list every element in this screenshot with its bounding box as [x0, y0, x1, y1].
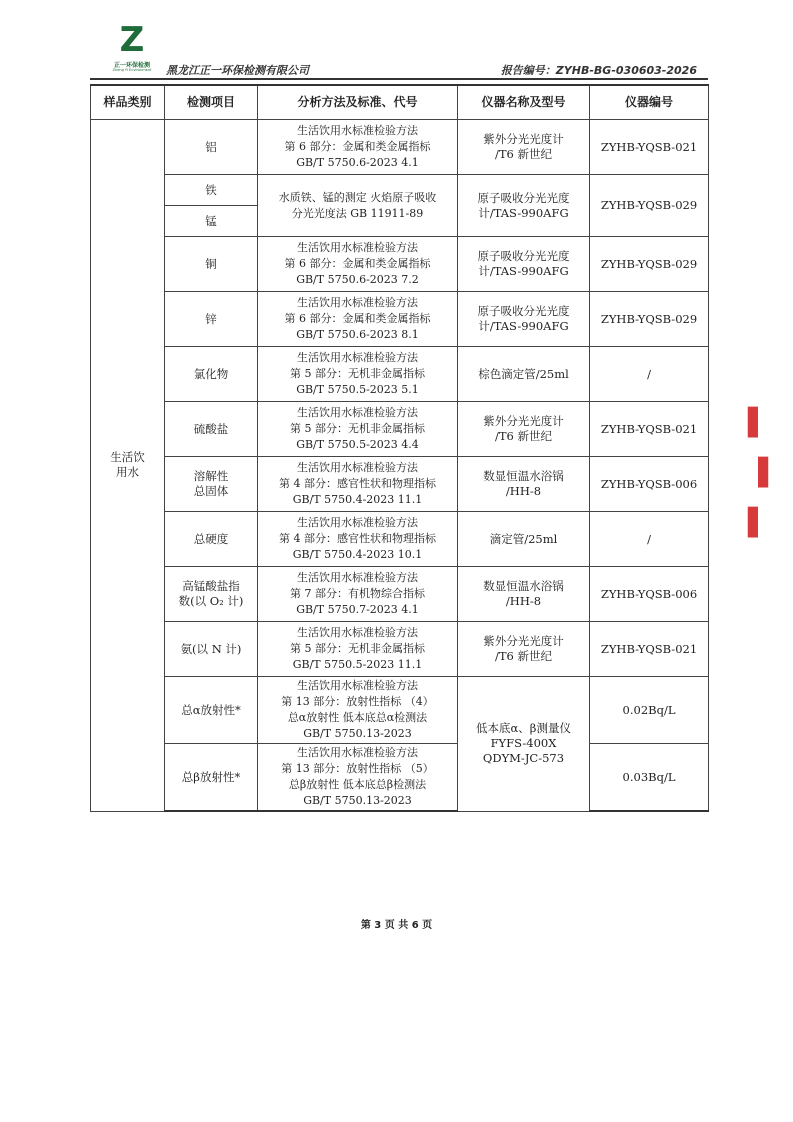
instrument-code: /: [590, 347, 709, 402]
method-line: 第 13 部分：放射性指标 （4）: [281, 695, 434, 708]
sample-category: 生活饮用水: [110, 450, 145, 480]
method-line: 生活饮用水标准检验方法: [297, 461, 418, 474]
test-item-line: 数(以 O₂ 计): [178, 594, 244, 608]
instrument-line: 低本底α、β测量仪: [476, 721, 571, 736]
instrument-cell: [458, 175, 590, 237]
method-line: 总α放射性 低本底总α检测法: [287, 711, 428, 724]
header-instrument-code: 仪器编号: [590, 85, 709, 120]
method-line: 水质铁、锰的测定 火焰原子吸收: [278, 190, 437, 204]
sample-category-cell: [91, 120, 165, 812]
instrument-line: /T6 新世纪: [494, 429, 553, 443]
header-instrument: 仪器名称及型号: [458, 85, 590, 120]
method-line: GB/T 5750.4-2023 10.1: [292, 548, 423, 561]
method-line: GB/T 5750.6-2023 8.1: [296, 328, 419, 341]
method-cell: [258, 677, 458, 744]
test-item: 硫酸盐: [165, 402, 258, 457]
instrument-code: ZYHB-YQSB-021: [590, 622, 709, 677]
table-row: [91, 622, 709, 677]
method-cell: [258, 347, 458, 402]
method-line: 生活饮用水标准检验方法: [297, 241, 418, 254]
method-line: 生活饮用水标准检验方法: [297, 351, 418, 364]
table-header-row: [91, 85, 709, 120]
method-line: GB/T 5750.13-2023: [303, 727, 412, 740]
instrument-line: QDYM-JC-573: [482, 751, 565, 766]
table-row: [91, 567, 709, 622]
instrument-code: /: [590, 512, 709, 567]
test-item: 氨(以 N 计): [165, 622, 258, 677]
method-line: GB/T 5750.5-2023 11.1: [292, 658, 423, 671]
instrument-code: ZYHB-YQSB-029: [590, 237, 709, 292]
test-item-line: 溶解性: [193, 469, 229, 483]
method-line: 第 7 部分：有机物综合指标: [290, 587, 425, 600]
method-line: 生活饮用水标准检验方法: [297, 571, 418, 584]
test-item: 铜: [165, 237, 258, 292]
header-sample-category: 样品类别: [91, 85, 165, 120]
table-row: [91, 292, 709, 347]
seal-stamp-edge: ▌ ▐ ▌: [748, 408, 768, 538]
method-cell: [258, 457, 458, 512]
instrument-line: 计/TAS-990AFG: [478, 319, 569, 333]
method-line: 生活饮用水标准检验方法: [297, 296, 418, 309]
table-row: [91, 120, 709, 175]
method-line: 生活饮用水标准检验方法: [297, 124, 418, 137]
logo-cn-text: 正一环保检测: [113, 62, 150, 69]
instrument-cell: [458, 237, 590, 292]
table-row: [91, 237, 709, 292]
method-line: GB/T 5750.7-2023 4.1: [296, 603, 419, 616]
method-line: 第 6 部分：金属和类金属指标: [284, 312, 431, 325]
instrument-line: 计/TAS-990AFG: [478, 264, 569, 278]
test-item: [165, 457, 258, 512]
method-line: 生活饮用水标准检验方法: [297, 626, 418, 639]
method-line: GB/T 5750.5-2023 4.4: [296, 438, 419, 451]
test-item: 总α放射性*: [165, 677, 258, 744]
instrument-cell: [458, 402, 590, 457]
method-line: GB/T 5750.6-2023 4.1: [296, 156, 419, 169]
logo-mark: Z: [119, 20, 145, 60]
header-test-item: 检测项目: [165, 85, 258, 120]
method-line: 第 5 部分：无机非金属指标: [290, 367, 425, 380]
test-item: 铁: [165, 175, 258, 206]
instrument-line: 数显恒温水浴锅: [483, 579, 564, 593]
instrument-line: 紫外分光光度计: [483, 132, 564, 146]
instrument-line: 紫外分光光度计: [483, 414, 564, 428]
instrument-line: 滴定管/25ml: [489, 531, 558, 546]
table-row: [91, 175, 709, 206]
instrument-cell: [458, 120, 590, 175]
method-line: GB/T 5750.5-2023 5.1: [296, 383, 419, 396]
method-line: 总β放射性 低本底总β检测法: [288, 778, 427, 791]
instrument-code: ZYHB-YQSB-021: [590, 402, 709, 457]
test-item: [165, 567, 258, 622]
instrument-line: 原子吸收分光光度: [477, 304, 570, 318]
company-name: 黑龙江正一环保检测有限公司: [166, 64, 309, 77]
instrument-cell: [458, 677, 590, 812]
logo-en-text: Zheng Yi Environment: [112, 68, 152, 72]
detection-limit: 0.02Bq/L: [590, 677, 709, 744]
test-method-table: [90, 84, 709, 812]
detection-limit: 0.03Bq/L: [590, 744, 709, 812]
method-line: 生活饮用水标准检验方法: [297, 406, 418, 419]
method-cell: [258, 622, 458, 677]
method-line: 第 6 部分：金属和类金属指标: [284, 257, 431, 270]
method-cell: [258, 120, 458, 175]
method-cell: [258, 567, 458, 622]
test-item: 总β放射性*: [165, 744, 258, 812]
instrument-line: /T6 新世纪: [494, 649, 553, 663]
method-cell: [258, 237, 458, 292]
instrument-line: 原子吸收分光光度: [477, 249, 570, 263]
instrument-code: ZYHB-YQSB-029: [590, 292, 709, 347]
instrument-cell: [458, 457, 590, 512]
method-line: 生活饮用水标准检验方法: [297, 516, 418, 529]
instrument-line: 数显恒温水浴锅: [483, 469, 564, 483]
method-line: 第 5 部分：无机非金属指标: [290, 422, 425, 435]
method-cell: [258, 175, 458, 237]
test-item: 铝: [165, 120, 258, 175]
instrument-line: /HH-8: [505, 484, 542, 498]
instrument-code: ZYHB-YQSB-021: [590, 120, 709, 175]
method-line: 第 4 部分：感官性状和物理指标: [279, 477, 436, 490]
test-item: 锰: [165, 206, 258, 237]
test-item: 氯化物: [165, 347, 258, 402]
instrument-cell: [458, 622, 590, 677]
instrument-line: FYFS-400X: [490, 736, 557, 751]
table-row: [91, 512, 709, 567]
method-line: GB/T 5750.6-2023 7.2: [296, 273, 419, 286]
table-row: [91, 457, 709, 512]
table-row: [91, 402, 709, 457]
instrument-code: ZYHB-YQSB-029: [590, 175, 709, 237]
instrument-line: 紫外分光光度计: [483, 634, 564, 648]
method-line: GB/T 5750.4-2023 11.1: [292, 493, 423, 506]
table-row: [91, 744, 709, 812]
method-line: 生活饮用水标准检验方法: [297, 679, 418, 692]
page-number: 第 3 页 共 6 页: [360, 920, 433, 931]
instrument-cell: [458, 512, 590, 567]
company-logo: [104, 20, 160, 74]
method-cell: [258, 744, 458, 812]
instrument-code: ZYHB-YQSB-006: [590, 567, 709, 622]
report-number: 报告编号：ZYHB-BG-030603-2026: [500, 64, 697, 77]
instrument-line: 原子吸收分光光度: [477, 190, 570, 205]
table-row: [91, 677, 709, 744]
test-item-line: 高锰酸盐指: [182, 579, 240, 593]
test-item-line: 总固体: [193, 484, 229, 498]
method-line: 第 5 部分：无机非金属指标: [290, 642, 425, 655]
method-line: 生活饮用水标准检验方法: [297, 746, 418, 759]
instrument-cell: [458, 567, 590, 622]
method-line: 分光光度法 GB 11911-89: [291, 206, 424, 220]
method-cell: [258, 402, 458, 457]
test-item: 总硬度: [165, 512, 258, 567]
method-line: 第 13 部分：放射性指标 （5）: [281, 762, 434, 775]
instrument-line: /T6 新世纪: [494, 147, 553, 161]
method-cell: [258, 292, 458, 347]
instrument-code: ZYHB-YQSB-006: [590, 457, 709, 512]
header-rule: [90, 78, 708, 80]
instrument-line: 棕色滴定管/25ml: [478, 366, 569, 381]
test-item: 锌: [165, 292, 258, 347]
instrument-line: 计/TAS-990AFG: [478, 205, 569, 220]
method-line: 第 4 部分：感官性状和物理指标: [279, 532, 436, 545]
method-cell: [258, 512, 458, 567]
instrument-cell: [458, 347, 590, 402]
instrument-line: /HH-8: [505, 594, 542, 608]
table-row: [91, 347, 709, 402]
header-method: 分析方法及标准、代号: [258, 85, 458, 120]
method-line: 第 6 部分：金属和类金属指标: [284, 140, 431, 153]
method-line: GB/T 5750.13-2023: [303, 794, 412, 807]
instrument-cell: [458, 292, 590, 347]
